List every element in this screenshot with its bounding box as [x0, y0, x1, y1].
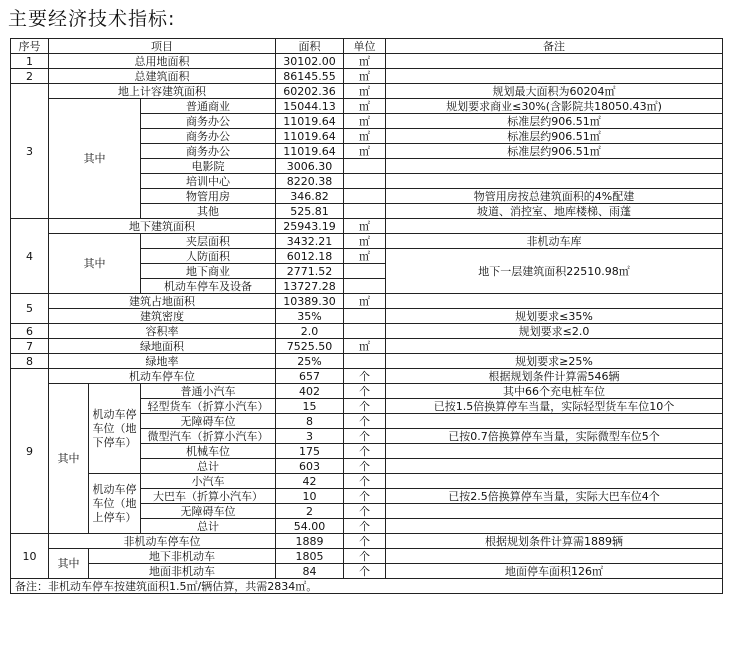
row-item: 培训中心 [141, 174, 276, 189]
table-row [11, 54, 723, 69]
row-remark: 规划要求商业≤30%(含影院共18050.43㎡) [386, 99, 723, 114]
row-item: 建筑密度 [49, 309, 276, 324]
table-row [11, 99, 723, 114]
row-item: 小汽车 [141, 474, 276, 489]
row-unit [344, 354, 386, 369]
row-remark: 规划最大面积为60204㎡ [386, 84, 723, 99]
row-remark: 已按1.5倍换算停车当量，实际轻型货车车位10个 [386, 399, 723, 414]
footnote: 备注：非机动车停车按建筑面积1.5㎡/辆估算，共需2834㎡。 [11, 579, 723, 594]
qizhong-label: 其中 [49, 234, 141, 294]
row-area: 10389.30 [276, 294, 344, 309]
indicator-table [10, 38, 723, 594]
row-unit [344, 189, 386, 204]
row-area: 11019.64 [276, 129, 344, 144]
row-area: 10 [276, 489, 344, 504]
row-remark [386, 69, 723, 84]
row-no: 9 [11, 369, 49, 534]
row-area: 25943.19 [276, 219, 344, 234]
row-unit: 个 [344, 399, 386, 414]
table-row [11, 384, 723, 399]
footnote-row [11, 579, 723, 594]
row-unit [344, 324, 386, 339]
row-remark [386, 519, 723, 534]
row-area: 3006.30 [276, 159, 344, 174]
row-no: 3 [11, 84, 49, 219]
row-unit [344, 174, 386, 189]
row-area: 2 [276, 504, 344, 519]
row-item: 地下商业 [141, 264, 276, 279]
row-remark: 规划要求≥25% [386, 354, 723, 369]
row-area: 346.82 [276, 189, 344, 204]
row-unit: ㎡ [344, 144, 386, 159]
row-area: 8220.38 [276, 174, 344, 189]
header-remark: 备注 [386, 39, 723, 54]
row-remark: 已按0.7倍换算停车当量，实际微型车位5个 [386, 429, 723, 444]
row-remark [386, 414, 723, 429]
underground-parking-label: 机动车停车位（地下停车） [89, 384, 141, 474]
table-row [11, 354, 723, 369]
table-row [11, 309, 723, 324]
row-area: 175 [276, 444, 344, 459]
row-remark: 规划要求≤35% [386, 309, 723, 324]
row-item: 机动车停车及设备 [141, 279, 276, 294]
table-row [11, 69, 723, 84]
ground-parking-label: 机动车停车位（地上停车） [89, 474, 141, 534]
row-unit: 个 [344, 534, 386, 549]
row-no: 2 [11, 69, 49, 84]
row-unit [344, 159, 386, 174]
row-remark: 根据规划条件计算需1889辆 [386, 534, 723, 549]
row-item: 建筑占地面积 [49, 294, 276, 309]
row-unit: 个 [344, 489, 386, 504]
row-item: 夹层面积 [141, 234, 276, 249]
row-unit: ㎡ [344, 129, 386, 144]
row-area: 60202.36 [276, 84, 344, 99]
row-item: 其他 [141, 204, 276, 219]
row-item: 机械车位 [141, 444, 276, 459]
row-no: 10 [11, 534, 49, 579]
table-row [11, 474, 723, 489]
row-item: 物管用房 [141, 189, 276, 204]
row-remark [386, 219, 723, 234]
row-remark [386, 549, 723, 564]
row-remark: 坡道、消控室、地库楼梯、雨蓬 [386, 204, 723, 219]
row-area: 25% [276, 354, 344, 369]
row-unit [344, 204, 386, 219]
table-row [11, 324, 723, 339]
row-area: 13727.28 [276, 279, 344, 294]
row-unit: 个 [344, 369, 386, 384]
row-item: 商务办公 [141, 114, 276, 129]
header-unit: 单位 [344, 39, 386, 54]
row-unit: ㎡ [344, 99, 386, 114]
row-area: 15044.13 [276, 99, 344, 114]
qizhong-label: 其中 [49, 384, 89, 534]
row-unit: ㎡ [344, 234, 386, 249]
row-item: 总计 [141, 519, 276, 534]
row-remark [386, 339, 723, 354]
row-item: 地下建筑面积 [49, 219, 276, 234]
row-item: 微型汽车（折算小汽车） [141, 429, 276, 444]
row-area: 1889 [276, 534, 344, 549]
row-area: 402 [276, 384, 344, 399]
row-item: 地上计容建筑面积 [49, 84, 276, 99]
qizhong-label: 其中 [49, 99, 141, 219]
page-title: 主要经济技术指标: [8, 8, 176, 30]
table-row [11, 219, 723, 234]
table-row [11, 294, 723, 309]
row-item: 轻型货车（折算小汽车） [141, 399, 276, 414]
row-item: 绿地率 [49, 354, 276, 369]
row-remark: 地下一层建筑面积22510.98㎡ [386, 249, 723, 294]
table-row [11, 339, 723, 354]
row-item: 总建筑面积 [49, 69, 276, 84]
row-unit [344, 264, 386, 279]
qizhong-label: 其中 [49, 549, 89, 579]
row-unit: 个 [344, 459, 386, 474]
row-item: 总计 [141, 459, 276, 474]
row-area: 6012.18 [276, 249, 344, 264]
row-area: 3 [276, 429, 344, 444]
row-area: 86145.55 [276, 69, 344, 84]
table-row [11, 564, 723, 579]
row-unit: 个 [344, 429, 386, 444]
row-item: 商务办公 [141, 129, 276, 144]
row-unit: 个 [344, 504, 386, 519]
row-area: 8 [276, 414, 344, 429]
row-remark: 地面停车面积126㎡ [386, 564, 723, 579]
table-row [11, 234, 723, 249]
header-item: 项目 [49, 39, 276, 54]
row-remark: 规划要求≤2.0 [386, 324, 723, 339]
table-row [11, 534, 723, 549]
row-area: 525.81 [276, 204, 344, 219]
row-unit [344, 309, 386, 324]
row-area: 42 [276, 474, 344, 489]
row-item: 无障碍车位 [141, 504, 276, 519]
row-item: 容积率 [49, 324, 276, 339]
row-remark [386, 474, 723, 489]
row-remark [386, 504, 723, 519]
header-row [11, 39, 723, 54]
row-area: 11019.64 [276, 114, 344, 129]
row-unit: ㎡ [344, 339, 386, 354]
row-item: 机动车停车位 [49, 369, 276, 384]
row-no: 6 [11, 324, 49, 339]
row-remark: 标准层约906.51㎡ [386, 114, 723, 129]
row-unit: ㎡ [344, 249, 386, 264]
table-row [11, 549, 723, 564]
row-no: 5 [11, 294, 49, 324]
row-item: 人防面积 [141, 249, 276, 264]
row-item: 无障碍车位 [141, 414, 276, 429]
row-area: 2771.52 [276, 264, 344, 279]
row-unit: ㎡ [344, 114, 386, 129]
row-no: 4 [11, 219, 49, 294]
row-remark [386, 159, 723, 174]
row-area: 30102.00 [276, 54, 344, 69]
row-unit: 个 [344, 564, 386, 579]
row-item: 普通小汽车 [141, 384, 276, 399]
row-item: 商务办公 [141, 144, 276, 159]
row-area: 35% [276, 309, 344, 324]
row-item: 地下非机动车 [89, 549, 276, 564]
row-area: 1805 [276, 549, 344, 564]
row-area: 54.00 [276, 519, 344, 534]
row-area: 7525.50 [276, 339, 344, 354]
row-unit: ㎡ [344, 54, 386, 69]
row-unit: 个 [344, 474, 386, 489]
row-remark [386, 444, 723, 459]
row-area: 2.0 [276, 324, 344, 339]
row-remark: 根据规划条件计算需546辆 [386, 369, 723, 384]
row-remark: 其中66个充电桩车位 [386, 384, 723, 399]
row-remark: 非机动车库 [386, 234, 723, 249]
row-area: 15 [276, 399, 344, 414]
row-remark [386, 174, 723, 189]
row-unit: 个 [344, 444, 386, 459]
row-area: 603 [276, 459, 344, 474]
row-remark: 标准层约906.51㎡ [386, 144, 723, 159]
row-item: 大巴车（折算小汽车） [141, 489, 276, 504]
row-area: 11019.64 [276, 144, 344, 159]
row-area: 3432.21 [276, 234, 344, 249]
row-remark [386, 294, 723, 309]
row-unit: 个 [344, 549, 386, 564]
row-unit: 个 [344, 414, 386, 429]
row-remark [386, 459, 723, 474]
row-no: 8 [11, 354, 49, 369]
row-unit: ㎡ [344, 69, 386, 84]
row-item: 地面非机动车 [89, 564, 276, 579]
row-item: 非机动车停车位 [49, 534, 276, 549]
row-item: 电影院 [141, 159, 276, 174]
table-row [11, 369, 723, 384]
row-unit: 个 [344, 519, 386, 534]
row-unit: ㎡ [344, 294, 386, 309]
row-unit: ㎡ [344, 84, 386, 99]
row-item: 总用地面积 [49, 54, 276, 69]
table-row [11, 84, 723, 99]
row-remark: 标准层约906.51㎡ [386, 129, 723, 144]
header-area: 面积 [276, 39, 344, 54]
row-unit: 个 [344, 384, 386, 399]
row-item: 普通商业 [141, 99, 276, 114]
header-no: 序号 [11, 39, 49, 54]
row-remark: 物管用房按总建筑面积的4%配建 [386, 189, 723, 204]
row-unit [344, 279, 386, 294]
row-item: 绿地面积 [49, 339, 276, 354]
row-remark: 已按2.5倍换算停车当量，实际大巴车位4个 [386, 489, 723, 504]
row-remark [386, 54, 723, 69]
row-unit: ㎡ [344, 219, 386, 234]
row-no: 1 [11, 54, 49, 69]
row-area: 84 [276, 564, 344, 579]
row-area: 657 [276, 369, 344, 384]
row-no: 7 [11, 339, 49, 354]
